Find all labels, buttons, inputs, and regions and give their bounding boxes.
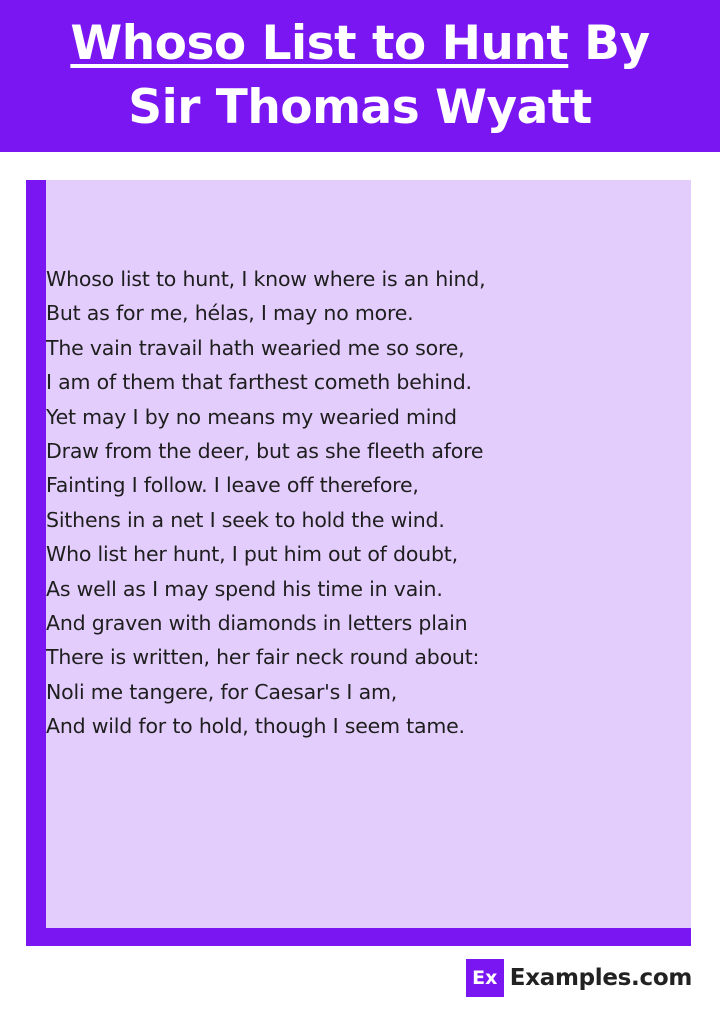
poem-text xyxy=(46,262,666,743)
poem-line: I am of them that farthest cometh behind. xyxy=(46,370,472,395)
examples-logo[interactable] xyxy=(466,958,692,998)
poem-line: But as for me, hélas, I may no more. xyxy=(46,301,414,326)
poem-line: Fainting I follow. I leave off therefore, xyxy=(46,473,419,498)
poem-line: Yet may I by no means my wearied mind xyxy=(46,404,457,429)
poem-line: Draw from the deer, but as she fleeth afore xyxy=(46,438,484,463)
poem-line: Whoso list to hunt, I know where is an hind, xyxy=(46,267,486,291)
poem-line: And graven with diamonds in letters plain xyxy=(46,610,468,635)
poem-line: The vain travail hath wearied me so sore, xyxy=(46,335,465,360)
poem-line: And wild for to hold, though I seem tame. xyxy=(46,714,465,739)
poem-line: As well as I may spend his time in vain. xyxy=(46,576,443,601)
page-title-line-2: Sir Thomas Wyatt xyxy=(128,80,592,135)
poem-line: Who list her hunt, I put him out of doubt, xyxy=(46,542,458,567)
title-banner xyxy=(0,0,720,152)
logo-wordmark: Examples.com xyxy=(509,965,692,991)
ex-logo-icon: Ex xyxy=(466,959,504,997)
title-by: By xyxy=(568,16,650,71)
poem-line: Sithens in a net I seek to hold the wind. xyxy=(46,507,445,532)
page-title-line-1 xyxy=(0,16,720,72)
poem-line: There is written, her fair neck round about: xyxy=(46,645,480,670)
poem-line: Noli me tangere, for Caesar's I am, xyxy=(46,679,398,704)
poem-title-link[interactable]: Whoso List to Hunt xyxy=(70,16,569,71)
